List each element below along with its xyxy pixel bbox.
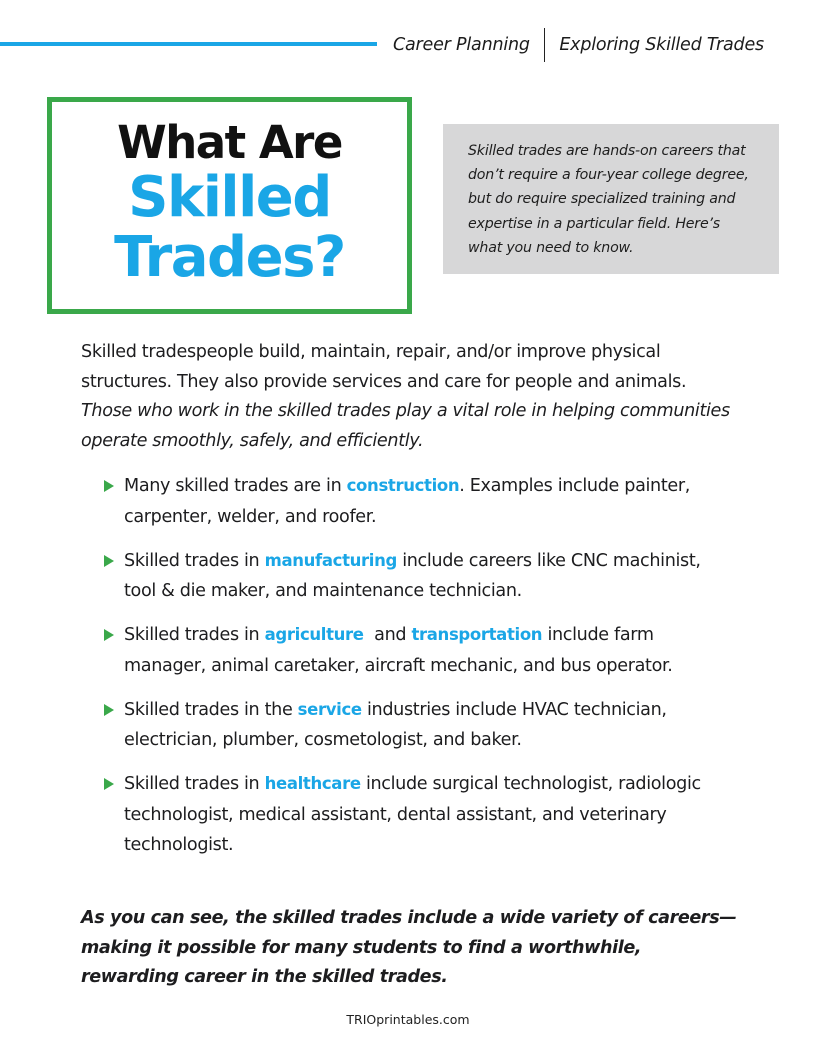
title-word-skilled: Skilled	[128, 165, 331, 230]
keyword-service: service	[297, 699, 362, 719]
footer-site-credit: TRIOprintables.com	[346, 1012, 470, 1027]
keyword-agriculture: agriculture	[264, 625, 364, 644]
bullet-arrow-icon	[104, 555, 114, 567]
intro-callout	[443, 124, 779, 274]
title-line-1: What Are	[117, 116, 342, 169]
title-box	[47, 97, 412, 314]
body-paragraph-regular: Skilled tradespeople build, maintain, repair, and/or improve physical structures. They also provide services and care for people and animals.	[81, 342, 687, 392]
title-word-trades: Trades?	[114, 224, 345, 290]
keyword-construction: construction	[346, 476, 460, 495]
list-item: Skilled trades in manufacturing include careers like CNC machinist, tool & die maker, and maintenance technician.	[104, 546, 704, 607]
body-paragraph-italic: Those who work in the skilled trades play a vital role in helping communities operate smoothly, safely, and efficiently.	[81, 401, 730, 451]
keyword-transportation: transportation	[411, 625, 543, 644]
bullet-arrow-icon	[104, 778, 114, 790]
bullet-arrow-icon	[104, 480, 114, 492]
header-breadcrumb	[393, 30, 764, 60]
header-topic: Exploring Skilled Trades	[559, 35, 764, 55]
keyword-healthcare: healthcare	[264, 774, 361, 793]
list-item: Skilled trades in agriculture and transportation include farm manager, animal caretaker, aircraft mechanic, and bus operator.	[104, 620, 704, 681]
list-item: Many skilled trades are in construction. Examples include painter, carpenter, welder, and roofer.	[104, 471, 704, 532]
title-line-2	[52, 165, 407, 290]
closing-paragraph: As you can see, the skilled trades include a wide variety of careers—making it possible for many students to find a worthwhile, rewarding career in the skilled trades.	[81, 908, 737, 987]
body-paragraph	[81, 338, 741, 456]
intro-text: Skilled trades are hands-on careers that don’t require a four-year college degree, but do require specialized training and expertise in a particular field. Here’s what you need to know.	[468, 143, 749, 256]
trades-list	[104, 471, 704, 874]
bullet-arrow-icon	[104, 704, 114, 716]
header-divider	[544, 28, 546, 62]
bullet-arrow-icon	[104, 629, 114, 641]
header-accent-rule	[0, 42, 377, 46]
keyword-manufacturing: manufacturing	[264, 550, 397, 570]
header-category: Career Planning	[393, 35, 530, 55]
list-item: Skilled trades in healthcare include surgical technologist, radiologic technologist, medical assistant, dental assistant, and veterinary technologist.	[104, 769, 704, 861]
list-item: Skilled trades in the service industries include HVAC technician, electrician, plumber, cosmetologist, and baker.	[104, 695, 704, 756]
